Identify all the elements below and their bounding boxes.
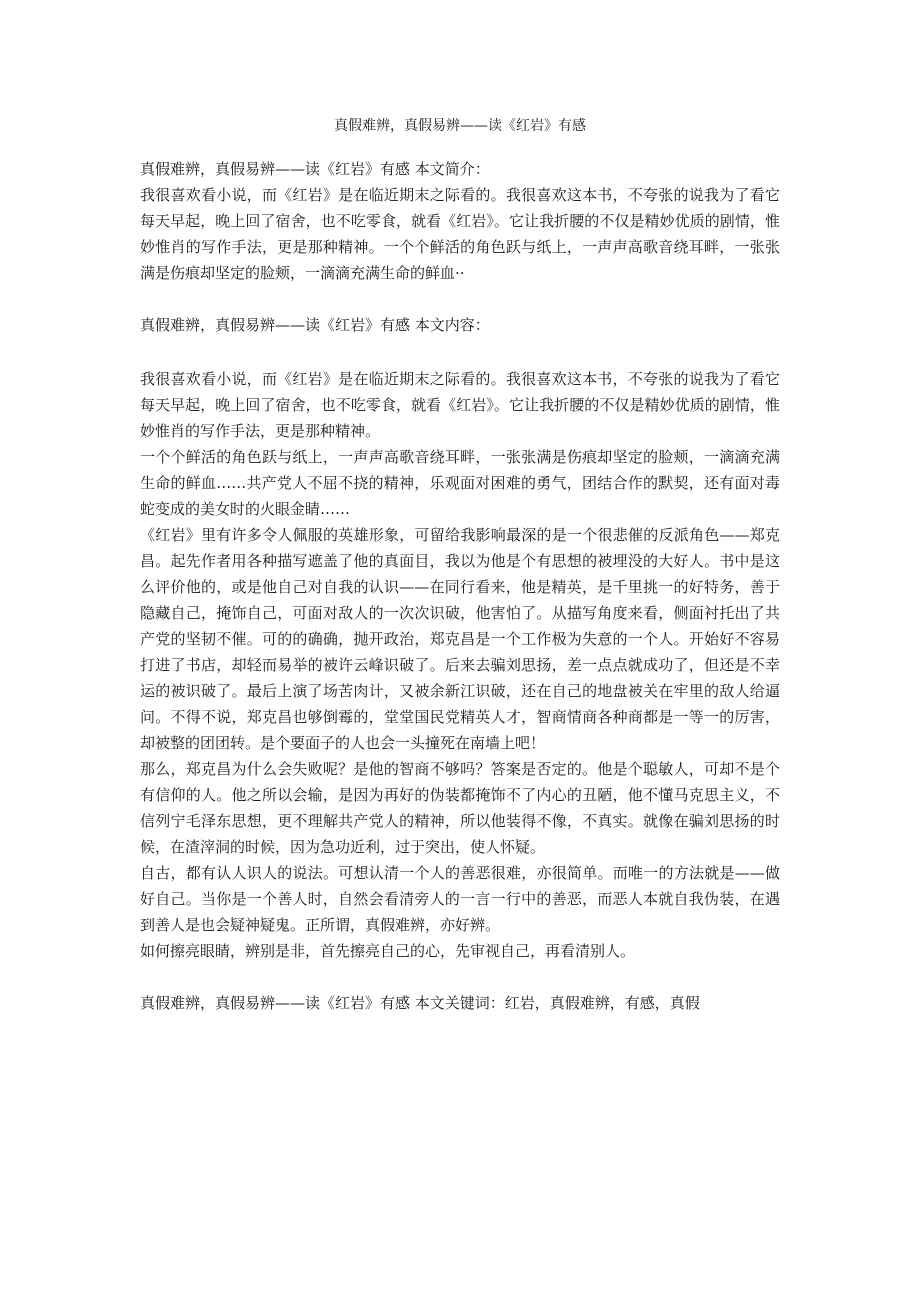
document-title: 真假难辨，真假易辨——读《红岩》有感 xyxy=(334,118,586,134)
spacer xyxy=(140,338,780,364)
paragraph: 《红岩》里有许多令人佩服的英雄形象，可留给我影响最深的是一个很悲催的反派角色——郑克昌。起先作者用各种描写遮盖了他的真面目，我以为他是个有思想的被埋没的大好人。书中是这么评价他的，或是他自己对自我的认识——在同行看来，他是精英，是千里挑一的好特务，善于隐藏自己，掩饰自己，可面对敌人的一次次识破，他害怕了。从描写角度来看，侧面衬托出了共产党的坚韧不催。可的的确确，抛开政治，郑克昌是一个工作极为失意的一个人。开始好不容易打进了书店，却轻而易举的被许云峰识破了。后来去骗刘思扬，差一点点就成功了，但还是不幸运的被识破了。最后上演了场苦肉计，又被余新江识破，还在自己的地盘被关在牢里的敌人给逼问。不得不说，郑克昌也够倒霉的，堂堂国民党精英人才，智商情商各种商都是一等一的厉害，却被整的团团转。是个要面子的人也会一头撞死在南墙上吧！ xyxy=(140,526,780,752)
spacer xyxy=(140,964,780,990)
paragraph: 一个个鲜活的角色跃与纸上，一声声高歌音绕耳畔，一张张满是伤痕却坚定的脸颊，一滴滴充满生命的鲜血……共产党人不屈不挠的精神，乐观面对困难的勇气，团结合作的默契，还有面对毒蛇变成的美女时的火眼金睛…… xyxy=(140,448,780,518)
keywords-line: 真假难辨，真假易辨——读《红岩》有感 本文关键词：红岩，真假难辨，有感，真假 xyxy=(140,994,700,1012)
paragraph: 自古，都有认人识人的说法。可想认清一个人的善恶很难，亦很简单。而唯一的方法就是——做好自己。当你是一个善人时，自然会看清旁人的一言一行中的善恶，而恶人本就自我伪装，在遇到善人是也会疑神疑鬼。正所谓，真假难辨，亦好辨。 xyxy=(140,864,780,934)
intro-text: 我很喜欢看小说，而《红岩》是在临近期末之际看的。我很喜欢这本书，不夸张的说我为了看它每天早起，晚上回了宿舍，也不吃零食，就看《红岩》。它让我折腰的不仅是精妙优质的剧情，惟妙惟肖的写作手法，更是那种精神。一个个鲜活的角色跃与纸上，一声声高歌音绕耳畔，一张张满是伤痕却坚定的脸颊，一滴滴充满生命的鲜血·· xyxy=(140,186,780,282)
paragraph: 那么，郑克昌为什么会失败呢？是他的智商不够吗？答案是否定的。他是个聪敏人，可却不是个有信仰的人。他之所以会输，是因为再好的伪装都掩饰不了内心的丑陋，他不懂马克思主义，不信列宁毛泽东思想，更不理解共产党人的精神，所以他装得不像，不真实。就像在骗刘思扬的时候，在渣滓洞的时候，因为急功近利，过于突出，使人怀疑。 xyxy=(140,760,780,856)
document-body xyxy=(140,156,780,1016)
spacer xyxy=(140,286,780,312)
intro-heading: 真假难辨，真假易辨——读《红岩》有感 本文简介： xyxy=(140,160,490,178)
content-heading: 真假难辨，真假易辨——读《红岩》有感 本文内容： xyxy=(140,316,490,334)
paragraph: 如何擦亮眼睛，辨别是非，首先擦亮自己的心，先审视自己，再看清别人。 xyxy=(140,942,636,960)
paragraph: 我很喜欢看小说，而《红岩》是在临近期末之际看的。我很喜欢这本书，不夸张的说我为了看它每天早起，晚上回了宿舍，也不吃零食，就看《红岩》。它让我折腰的不仅是精妙优质的剧情，惟妙惟肖的写作手法，更是那种精神。 xyxy=(140,370,780,440)
